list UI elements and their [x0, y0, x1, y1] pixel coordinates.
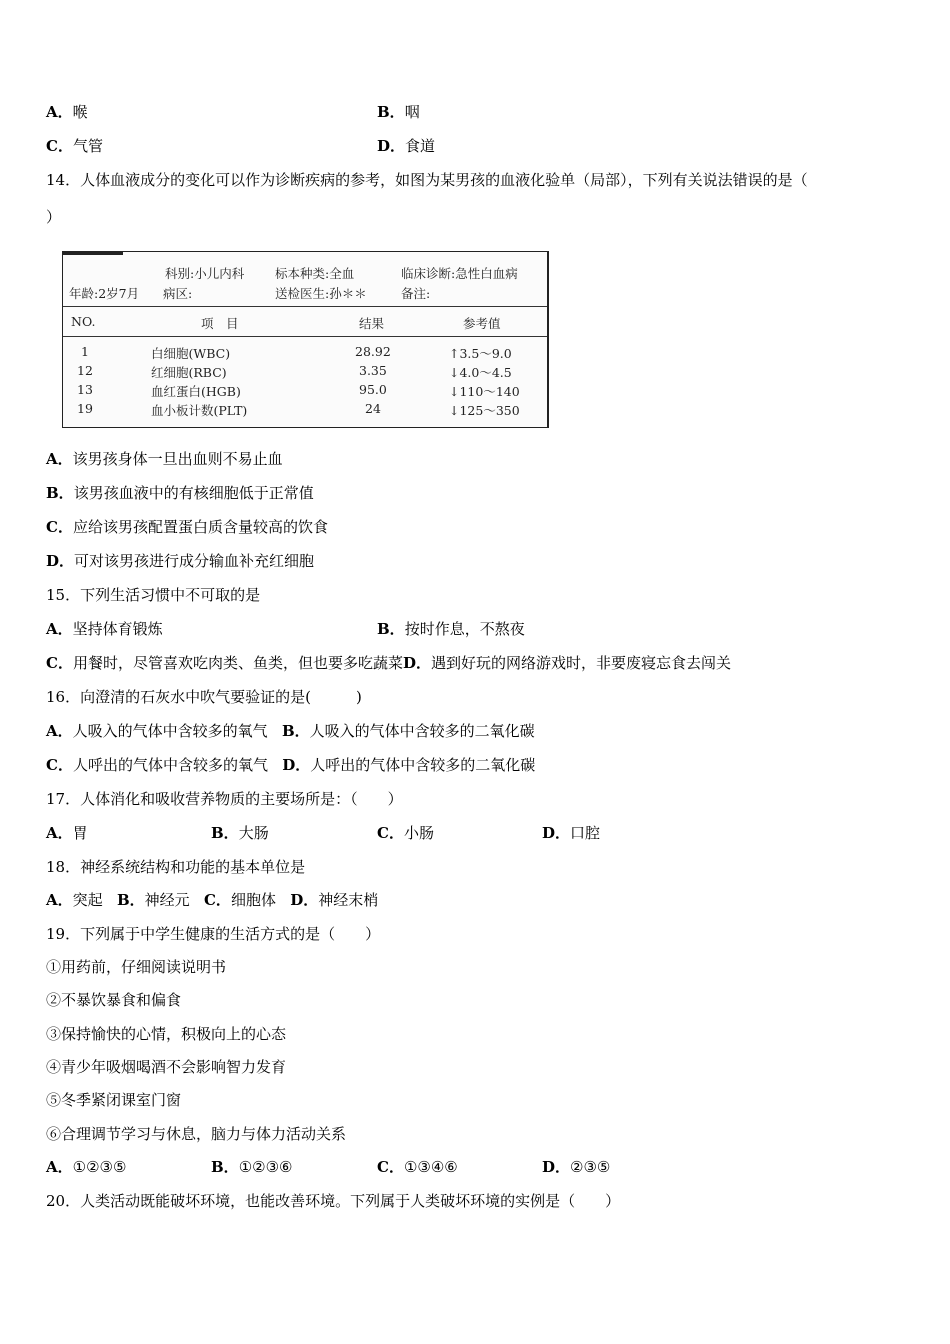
q14-option-d: D．可对该男孩进行成分输血补充红细胞	[46, 552, 315, 570]
report-row4-no: 19	[77, 401, 93, 416]
q19-option-b: B．①②③⑥	[211, 1158, 293, 1176]
q16-stem: 16．向澄清的石灰水中吹气要验证的是( )	[46, 688, 362, 706]
report-doctor: 送检医生:孙＊＊	[275, 286, 367, 301]
q15-option-b: B．按时作息，不熬夜	[377, 620, 525, 638]
q19-item-1: ①用药前，仔细阅读说明书	[46, 958, 227, 976]
report-row2-result: 3.35	[359, 363, 387, 378]
report-header-no: NO.	[71, 314, 96, 329]
q20-stem: 20．人类活动既能破坏环境，也能改善环境。下列属于人类破坏环境的实例是（ ）	[46, 1192, 621, 1210]
q15-stem: 15．下列生活习惯中不可取的是	[46, 586, 261, 604]
q15-option-a: A．坚持体育锻炼	[46, 620, 163, 638]
report-dept: 科别:小儿内科	[165, 266, 245, 281]
q16-options-cd: C．人呼出的气体中含较多的氧气 D．人呼出的气体中含较多的二氧化碳	[46, 756, 536, 774]
report-row1-no: 1	[81, 344, 89, 359]
report-remark: 备注:	[401, 286, 431, 301]
q14-option-a: A．该男孩身体一旦出血则不易止血	[46, 450, 283, 468]
q17-stem: 17．人体消化和吸收营养物质的主要场所是：（ ）	[46, 790, 403, 808]
report-row4-ref: ↓125～350	[449, 403, 520, 418]
report-header-item: 项 目	[201, 316, 239, 331]
report-ward: 病区:	[163, 286, 193, 301]
q13-option-c: C．气管	[46, 137, 103, 155]
report-row3-no: 13	[77, 382, 93, 397]
report-age: 年龄:2岁7月	[69, 286, 140, 301]
q14-stem-line2: ）	[46, 208, 62, 226]
report-row3-ref: ↓110～140	[449, 384, 520, 399]
report-header-ref: 参考值	[463, 316, 501, 331]
q19-item-5: ⑤冬季紧闭课室门窗	[46, 1091, 182, 1109]
q14-stem-line1: 14．人体血液成分的变化可以作为诊断疾病的参考，如图为某男孩的血液化验单（局部），下列有关说法错误的是（	[46, 171, 808, 189]
q19-item-2: ②不暴饮暴食和偏食	[46, 991, 182, 1009]
q19-option-d: D．②③⑤	[542, 1158, 611, 1176]
report-row3-result: 95.0	[359, 382, 387, 397]
q17-option-d: D．口腔	[542, 824, 601, 842]
report-row2-item: 红细胞(RBC)	[151, 365, 227, 380]
q17-option-b: B．大肠	[211, 824, 269, 842]
q13-option-d: D．食道	[377, 137, 436, 155]
q19-item-3: ③保持愉快的心情，积极向上的心态	[46, 1025, 287, 1043]
report-row2-ref: ↓4.0～4.5	[449, 365, 512, 380]
q19-stem: 19．下列属于中学生健康的生活方式的是（ ）	[46, 925, 381, 943]
q17-option-c: C．小肠	[377, 824, 434, 842]
q19-item-4: ④青少年吸烟喝酒不会影响智力发育	[46, 1058, 287, 1076]
q15-options-cd: C．用餐时，尽管喜欢吃肉类、鱼类，但也要多吃蔬菜D．遇到好玩的网络游戏时，非要废寝忘食去闯关	[46, 654, 731, 672]
report-header-result: 结果	[359, 316, 385, 331]
report-divider-header	[63, 336, 547, 337]
report-row2-no: 12	[77, 363, 93, 378]
q19-option-c: C．①③④⑥	[377, 1158, 458, 1176]
report-row4-result: 24	[365, 401, 381, 416]
report-row1-item: 白细胞(WBC)	[151, 346, 231, 361]
report-row3-item: 血红蛋白(HGB)	[151, 384, 241, 399]
q18-options: A．突起 B．神经元 C．细胞体 D．神经末梢	[46, 891, 379, 909]
q16-options-ab: A．人吸入的气体中含较多的氧气 B．人吸入的气体中含较多的二氧化碳	[46, 722, 535, 740]
report-top-bar	[63, 252, 123, 255]
q17-option-a: A．胃	[46, 824, 88, 842]
q19-option-a: A．①②③⑤	[46, 1158, 127, 1176]
report-divider-top	[63, 306, 547, 307]
report-sample: 标本种类:全血	[275, 266, 355, 281]
q19-item-6: ⑥合理调节学习与休息，脑力与体力活动关系	[46, 1125, 347, 1143]
q13-option-b: B．咽	[377, 103, 420, 121]
report-diagnosis: 临床诊断:急性白血病	[401, 266, 518, 281]
report-row4-item: 血小板计数(PLT)	[151, 403, 248, 418]
report-row1-result: 28.92	[355, 344, 391, 359]
q14-option-b: B．该男孩血液中的有核细胞低于正常值	[46, 484, 314, 502]
blood-test-report	[62, 251, 549, 428]
report-row1-ref: ↑3.5～9.0	[449, 346, 512, 361]
q13-option-a: A．喉	[46, 103, 88, 121]
q18-stem: 18．神经系统结构和功能的基本单位是	[46, 858, 306, 876]
q14-option-c: C．应给该男孩配置蛋白质含量较高的饮食	[46, 518, 328, 536]
